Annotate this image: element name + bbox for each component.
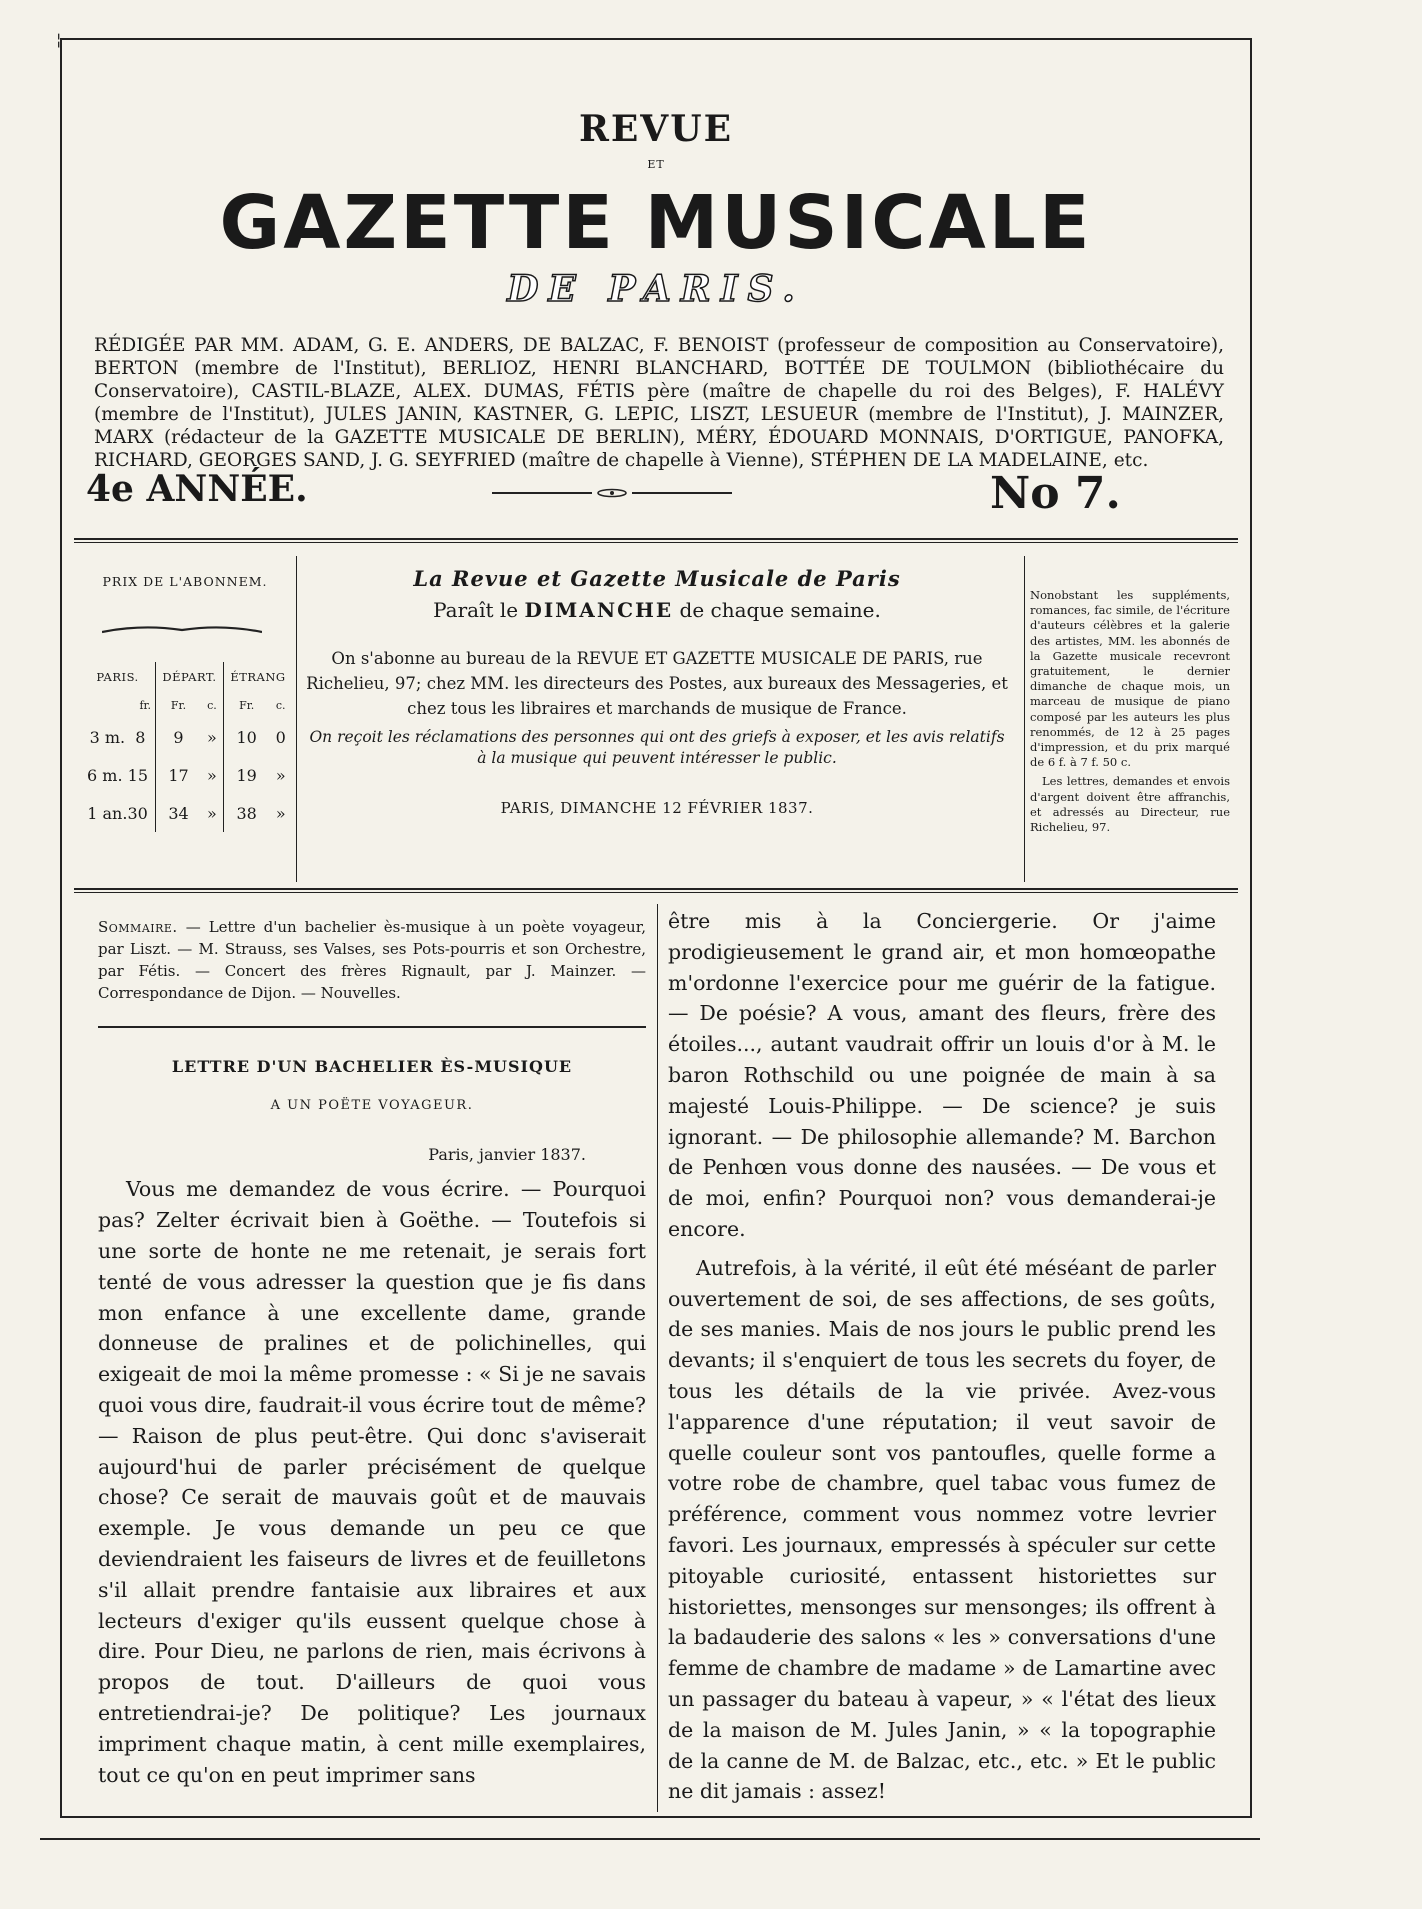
table-cell: 38: [236, 803, 257, 823]
side-note-letters: Les lettres, demandes et envois d'argent doivent être affranchis, et adressés au Directeur, rue Richelieu, 97.: [1030, 774, 1230, 835]
issue-number: No 7.: [990, 468, 1121, 519]
column-divider: [657, 904, 658, 1812]
issue-date: PARIS, DIMANCHE 12 FÉVRIER 1837.: [500, 799, 814, 817]
table-row: 1 an.30: [80, 794, 156, 832]
summary-rule: [98, 1026, 646, 1028]
unit-cell: c.: [201, 692, 223, 718]
side-note-supplements: Nonobstant les suppléments, romances, fac simile, de l'écriture d'auteurs célèbres et la galerie des artistes, MM. les abonnés de la Gazette musicale recevront gratuitement, le dernier dimanche de chaque mois, un marceau de musique de piano composé par les auteurs les plus renommés, de 12 à 25 pages d'impression, et du prix marqué de 6 f. à 7 f. 50 c.: [1030, 588, 1230, 770]
table-cell: »: [201, 756, 223, 794]
masthead-revue: REVUE: [578, 108, 734, 150]
subscription-table: [80, 662, 292, 832]
col-header: PARIS.: [80, 662, 156, 692]
article-paragraph: Vous me demandez de vous écrire. — Pourquoi pas? Zelter écrivait bien à Goëthe. — Toutefois si une sorte de honte ne me retenait, je serais fort tenté de vous adresser la question que je fis dans mon enfance à une excellente dame, grande donneuse de pralines et de polichinelles, qui exigeait de moi la même promesse : « Si je ne savais quoi vous dire, faudrait-il vous écrire tout de même? — Raison de plus peut-être. Qui donc s'aviserait aujourd'hui de parler précisément de quelque chose? Ce serait de mauvais goût et de mauvais exemple. Je vous demande un peu ce que deviendraient les faiseurs de livres et de feuilletons s'il allait prendre fantaisie aux libraires et aux lecteurs d'exiger qu'ils eussent quelque chose à dire. Pour Dieu, ne parlons de rien, mais écrivons à propos de tout. D'ailleurs de quoi vous entretiendrai-je? De politique? Les journaux impriment chaque matin, à cent mille exemplaires, tout ce qu'on en peut imprimer sans: [98, 1177, 646, 1787]
article-title: LETTRE D'UN BACHELIER ÈS-MUSIQUE: [171, 1057, 573, 1076]
table-cell: 34: [168, 803, 189, 823]
table-cell: 19: [236, 765, 257, 785]
unit-cell: Fr.: [239, 698, 255, 712]
side-note: [1030, 588, 1230, 835]
header-rule-bottom-thin: [74, 892, 1238, 893]
masthead-de-paris: DE PARIS.: [507, 268, 805, 310]
notice-subscribe-info: On s'abonne au bureau de la REVUE ET GAZETTE MUSICALE DE PARIS, rue Richelieu, 97; chez MM. les directeurs des Postes, aux bureaux des Messageries, et chez tous les libraires et marchands de musique de France.: [306, 649, 1008, 718]
table-row: 3 m. 8: [80, 718, 156, 756]
column-rule: [296, 556, 297, 882]
col-header: DÉPART.: [156, 662, 224, 692]
table-cell: »: [201, 794, 223, 832]
table-row: 6 m. 15: [80, 756, 156, 794]
table-cell: 9: [173, 727, 184, 747]
publication-notice: [304, 566, 1010, 817]
summary: Sommaire. — Lettre d'un bachelier ès-musique à un poète voyageur, par Liszt. — M. Strauss, ses Valses, ses Pots-pourris et son Orchestre, par Fétis. — Concert des frères Rignault, par J. Mainzer. — Correspondance de Dijon. — Nouvelles.: [98, 918, 646, 1002]
ornament-rule: [492, 488, 732, 498]
header-rule-bottom: [74, 888, 1238, 890]
left-column: [98, 906, 646, 1790]
table-cell: 0: [275, 727, 286, 747]
notice-claims: On reçoit les réclamations des personnes qui ont des griefs à exposer, et les avis relatifs à la musique qui peuvent intéresser le public.: [309, 728, 1005, 767]
header-rule-top: [74, 538, 1238, 540]
article-paragraph: être mis à la Conciergerie. Or j'aime prodigieusement le grand air, et mon homœopathe m'ordonne l'exercice pour me guérir de la fatigue. — De poésie? A vous, amant des fleurs, frère des étoiles..., autant vaudrait offrir un louis d'or à M. le baron Rothschild ou une poignée de main à sa majesté Louis-Philippe. — De science? je suis ignorant. — De philosophie allemande? M. Barchon de Penhœn vous donne des nausées. — De vous et de moi, enfin? Pourquoi non? vous demanderai-je encore.: [668, 909, 1216, 1241]
right-column: [668, 906, 1216, 1807]
table-cell: »: [201, 718, 223, 756]
year-label: 4e ANNÉE.: [86, 468, 308, 510]
table-cell: 17: [168, 765, 189, 785]
margin-mark: ¦: [56, 30, 62, 49]
flourish-icon: [102, 622, 262, 638]
article-paragraph: Autrefois, à la vérité, il eût été méséant de parler ouvertement de soi, de ses affections, de ses goûts, de ses manies. Mais de nos jours le public prend les devants; il s'enquiert de tous les secrets du foyer, de tous les détails de la vie privée. Avez-vous l'apparence d'une réputation; il veut savoir de quelle couleur sont vos pantoufles, quelle forme a votre robe de chambre, quel tabac vous fumez de préférence, comment vous nommez votre levrier favori. Les journaux, empressés à spéculer sur cette pitoyable curiosité, entassent historiettes sur historiettes, mensonges sur mensonges; ils offrent à la badauderie des salons « les » conversations d'une femme de chambre de madame » de Lamartine avec un passager du bateau à vapeur, » « l'état des lieux de la maison de M. Jules Janin, » « la topographie de la canne de M. de Balzac, etc., etc. » Et le public ne dit jamais : assez!: [668, 1255, 1216, 1804]
table-cell: »: [275, 765, 286, 785]
table-cell: »: [275, 803, 286, 823]
subscription-title: PRIX DE L'ABONNEM.: [102, 574, 268, 589]
contributors-list: RÉDIGÉE PAR MM. ADAM, G. E. ANDERS, DE BALZAC, F. BENOIST (professeur de composition au Conservatoire), BERTON (membre de l'Institut), BERLIOZ, HENRI BLANCHARD, BOTTÉE DE TOULMON (bibliothécaire du Conservatoire), CASTIL-BLAZE, ALEX. DUMAS, FÉTIS père (maître de chapelle du roi des Belges), F. HALÉVY (membre de l'Institut), JULES JANIN, KASTNER, G. LEPIC, LISZT, LESUEUR (membre de l'Institut), J. MAINZER, MARX (rédacteur de la GAZETTE MUSICALE DE BERLIN), MÉRY, ÉDOUARD MONNAIS, D'ORTIGUE, PANOFKA, RICHARD, GEORGES SAND, J. G. SEYFRIED (maître de chapelle à Vienne), STÉPHEN DE LA MADELAINE, etc.: [94, 335, 1224, 471]
unit-cell: c.: [275, 698, 286, 712]
notice-title: La Revue et Gazette Musicale de Paris: [413, 566, 901, 591]
header-rule-top-thin: [74, 542, 1238, 543]
masthead-et: ET: [647, 158, 665, 171]
column-rule: [1024, 556, 1025, 882]
article-dateline: Paris, janvier 1837.: [428, 1144, 586, 1164]
unit-cell: fr.: [80, 692, 156, 718]
bottom-rule: [40, 1838, 1260, 1840]
unit-cell: Fr.: [170, 698, 187, 712]
masthead-title: GAZETTE MUSICALE: [219, 180, 1093, 266]
col-header: ÉTRANG: [230, 670, 286, 684]
notice-schedule: Paraît le DIMANCHE de chaque semaine.: [433, 598, 881, 622]
table-cell: 10: [236, 727, 257, 747]
article-subtitle: A UN POËTE VOYAGEUR.: [270, 1097, 474, 1113]
